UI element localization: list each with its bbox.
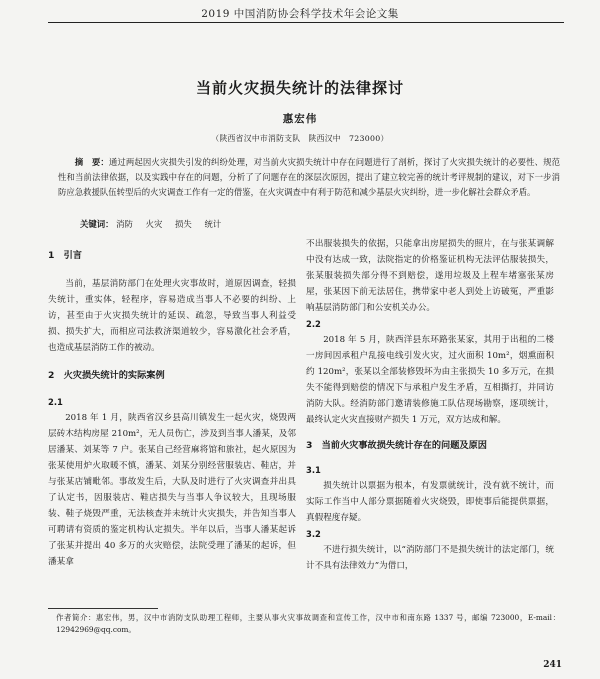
keyword: 统计 xyxy=(204,219,222,229)
keyword: 消防 xyxy=(116,219,133,229)
subsection-heading: 2.1 xyxy=(48,397,63,407)
header-rule xyxy=(48,22,564,23)
author-footnote: 作者简介：惠宏伟，男，汉中市消防支队助理工程师，主要从事火灾事故调查和宣传工作，汉中市和南东路 1337 号，邮编 723000，E-mail：12942969@qq.com。 xyxy=(56,613,560,634)
paragraph: 当前，基层消防部门在处理火灾事故时，道原因调查，轻损失统计，重实体，轻程序，容易造成当事人不必要的纠纷、上访，甚至由于火灾损失统计的延误、疏忽，导致当事人利益受损、损失扩大，而相应司法救济渠道较少，容易激化社会矛盾，也造成基层消防工作的被动。 xyxy=(48,279,296,353)
paragraph: 2018 年 1 月，陕西省汉乡县高川镇发生一起火灾，烧毁两层砖木结构房屋 210m²，无人员伤亡，涉及到当事人潘某，及邻居潘某、刘某等 7 户。张某自己经营麻将馆和旅社，起火原因为张某使用炉火取暖不慎，潘某、刘某分别经营服装店、鞋店，并与张某店铺毗邻。事故发生后，大队及时进行了火灾调查并出具了认定书，因服装店、鞋店损失与当事人争议较大，且现场服装、鞋子烧毁严重，无法核查并未统计火灾损失，并告知当事人可聘请有资质的鉴定机构认定损失。半年以后，当事人潘某起诉了张某并提出 40 多万的火灾赔偿，法院受理了潘某的起诉，但潘某拿 xyxy=(48,413,296,567)
paragraph: 损失统计以票据为根本，有发票就统计，没有就不统计，而实际工作当中人部分票据随着火灾烧毁，即使事后能提供票据，真假程度存疑。 xyxy=(306,481,554,523)
subsection-heading: 3.1 xyxy=(306,465,321,475)
subsection-heading: 2.2 xyxy=(306,319,321,329)
right-column xyxy=(306,236,554,574)
paragraph: 2018 年 5 月，陕西洋县东环路张某家，其用于出租的二楼一房间因承租户乱接电线引发火灾，过火面积 10m²，烟熏面积约 120m²，张某以全部装修毁坏为由主张损失 10 多万元，在损失不能得到赔偿的情况下与承租户发生矛盾，互相撕打，并同访消防大队。经消防部门邀请装修施工队估现场勘察，逐项统计，最终认定火灾直接财产损失 1 万元，双方达成和解。 xyxy=(306,335,554,425)
running-head: 2019 中国消防协会科学技术年会论文集 xyxy=(201,8,399,20)
section-heading: 1 引言 xyxy=(48,250,82,261)
left-column xyxy=(48,236,296,570)
abstract xyxy=(58,155,560,200)
keywords xyxy=(80,218,231,230)
paragraph: 不进行损失统计，以“消防部门不是损失统计的法定部门，统计不具有法律效力”为借口， xyxy=(306,545,554,571)
author-name: 惠宏伟 xyxy=(282,113,318,125)
keyword: 损失 xyxy=(175,219,192,229)
page-number: 241 xyxy=(543,660,562,670)
abstract-label: 摘 要： xyxy=(74,157,109,167)
section-heading: 3 当前火灾事故损失统计存在的问题及原因 xyxy=(306,440,487,451)
author-affiliation: （陕西省汉中市消防支队 陕西汉中 723000） xyxy=(211,134,389,143)
keyword: 火灾 xyxy=(145,219,163,229)
paper-title: 当前火灾损失统计的法律探讨 xyxy=(195,79,404,97)
abstract-text: 通过两起因火灾损失引发的纠纷处理，对当前火灾损失统计中存在问题进行了剖析，探讨了火灾损失统计的必要性、规范性和当前法律依据，以及实践中存在的问题，分析了了问题存在的深层次原因，提出了建立较完善的统计考评规制的建议，对下一步消防应急救援队伍转型后的火灾调查工作有一定的借鉴，在火灾调查中有利于防范和减少基层火灾纠纷，进一步化解社会群众矛盾。 xyxy=(58,157,560,197)
subsection-heading: 3.2 xyxy=(306,529,321,539)
paragraph: 不出服装损失的依据，只能拿出房屋损失的照片，在与张某调解中没有达成一致，法院指定的价格鉴证机构无法评估服装损失，张某服装损失部分得不到赔偿，遂用垃圾及上程车堵塞张某房屋，张某因下前无法居住，携带家中老人到处上访破冤，严重影响基层消防部门和公安机关办公。 xyxy=(306,239,554,313)
keywords-label: 关键词： xyxy=(80,219,114,229)
footnote-rule xyxy=(48,608,158,609)
section-heading: 2 火灾损失统计的实际案例 xyxy=(48,370,165,381)
